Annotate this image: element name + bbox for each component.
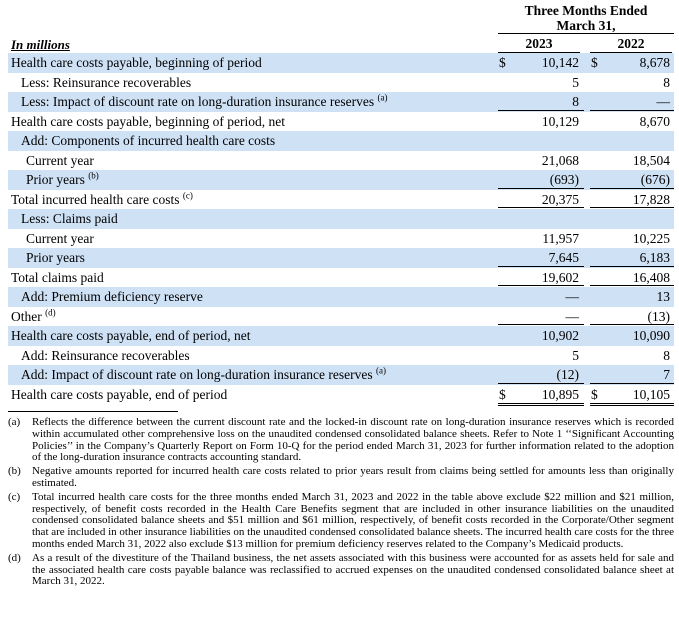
value-2023: 10,895 [541, 386, 579, 402]
footnote-marker: (d) [8, 551, 21, 564]
period-title-line2: March 31, [556, 18, 616, 33]
units-label: In millions [11, 37, 70, 52]
table-row [8, 365, 674, 385]
subtotal-underline [498, 110, 584, 111]
row-label-text: Add: Impact of discount rate on long-duration insurance reserves [21, 367, 373, 382]
value-2022: 10,090 [632, 328, 670, 343]
row-label-text: Total claims paid [11, 269, 104, 285]
row-label-text: Add: Premium deficiency reserve [21, 289, 203, 304]
subtotal-underline [590, 188, 674, 189]
value-2023: 8 [572, 94, 579, 109]
row-label [11, 387, 227, 403]
footnote [8, 553, 674, 588]
health-care-costs-table [8, 53, 674, 404]
period-title-line1: Three Months Ended [524, 3, 648, 18]
table-row [8, 170, 674, 190]
value-2022: 8,678 [639, 55, 670, 70]
value-2023: 10,902 [541, 328, 579, 343]
table-row [8, 346, 674, 366]
row-label [26, 250, 85, 266]
row-label [11, 114, 285, 130]
value-2023: 11,957 [542, 230, 579, 246]
value-2023: 10,142 [541, 55, 579, 70]
currency-symbol: $ [499, 55, 506, 70]
value-2023: (693) [549, 172, 579, 187]
table-row [8, 151, 674, 171]
value-2022: — [656, 94, 670, 109]
table-row [8, 190, 674, 210]
footnote-ref: (d) [45, 307, 56, 317]
value-2023: 5 [572, 347, 579, 363]
row-label [11, 192, 193, 208]
table-row [8, 92, 674, 112]
subtotal-underline [498, 324, 584, 325]
row-label-text: Current year [26, 230, 94, 246]
row-label-text: Less: Claims paid [21, 211, 118, 226]
value-2022: 7 [663, 367, 670, 382]
value-2022: 16,408 [632, 269, 670, 285]
row-label-text: Total incurred health care costs [11, 191, 180, 207]
row-label-text: Health care costs payable, end of period, net [11, 328, 251, 343]
row-label-text: Prior years [26, 172, 85, 187]
footnote [8, 492, 674, 551]
row-label-text: Add: Components of incurred health care costs [21, 133, 276, 148]
table-row [8, 268, 674, 288]
value-2022: (676) [640, 172, 670, 187]
subtotal-underline [498, 207, 584, 208]
year-2022-header: 2022 [617, 36, 645, 51]
row-label-text: Other [11, 308, 42, 324]
footnote-ref: (b) [88, 170, 99, 181]
row-label-text: Current year [26, 152, 94, 168]
value-2023: 19,602 [541, 269, 579, 285]
value-2022: 8 [663, 347, 670, 363]
row-label [21, 289, 203, 305]
row-label [11, 55, 262, 71]
footnote-text: Reflects the difference between the current discount rate and the locked-in discount rate on long-duration insurance reserves which is recorded within accumulated other comprehensive loss on the unaudited condensed consolidated balance sheets. Refer to Note 1 ‘‘Significant Accounting Policies’’ in the Company’s Quarterly Report on Form 10-Q for the period ended March 31, 2023 for further information related to the adoption of the long-duration insurance contracts accounting standard. [32, 416, 674, 464]
row-label [21, 94, 388, 110]
subtotal-underline [590, 207, 674, 208]
row-label [21, 75, 191, 91]
currency-symbol: $ [591, 55, 598, 70]
footnote-text: As a result of the divestiture of the Thailand business, the net assets associated with this business were accounted for as assets held for sale and the associated health care costs payable balance was reclassified to accrued expenses on the unaudited condensed consolidated balance sheet at March 31, 2022. [32, 551, 674, 588]
footnote-ref: (a) [376, 365, 387, 376]
row-label [21, 367, 386, 383]
total-double-underline [590, 403, 674, 406]
row-label [11, 270, 104, 286]
subtotal-underline [498, 285, 584, 286]
footnote-marker: (b) [8, 465, 21, 478]
subtotal-underline [498, 383, 584, 384]
table-row [8, 53, 674, 73]
value-2023: 7,645 [548, 250, 579, 265]
row-label-text: Prior years [26, 250, 85, 265]
table-row [8, 326, 674, 346]
currency-symbol: $ [591, 386, 598, 402]
row-label [26, 172, 99, 188]
footnote [8, 417, 674, 464]
value-2022: 8,670 [639, 113, 670, 129]
row-label [26, 231, 94, 247]
period-title [498, 3, 674, 33]
value-2022: 10,105 [632, 386, 670, 402]
subtotal-underline [590, 266, 674, 267]
row-label-text: Less: Reinsurance recoverables [21, 74, 192, 90]
footnote-text: Negative amounts reported for incurred health care costs related to prior years result from claims being settled for amounts less than originally estimated. [32, 465, 674, 489]
table-row [8, 385, 674, 405]
value-2022: 6,183 [639, 250, 670, 265]
row-label [21, 211, 118, 227]
total-double-underline [498, 403, 584, 406]
value-2022: 13 [656, 289, 670, 304]
row-label-text: Add: Reinsurance recoverables [21, 347, 190, 363]
subtotal-underline [498, 188, 584, 189]
table-row [8, 131, 674, 151]
footnote-rule [8, 411, 178, 412]
value-2023: — [565, 308, 579, 324]
table-row [8, 112, 674, 132]
currency-symbol: $ [499, 386, 506, 402]
value-2022: 18,504 [632, 152, 670, 168]
row-label [11, 309, 56, 325]
row-label-text: Health care costs payable, end of period [11, 386, 228, 402]
row-label-text: Health care costs payable, beginning of period, net [11, 113, 286, 129]
table-row [8, 307, 674, 327]
subtotal-underline [590, 324, 674, 325]
footnote-text: Total incurred health care costs for the three months ended March 31, 2023 and 2022 in the table above exclude $22 million and $21 million, respectively, of benefit costs recorded in the Health Care Benefits segment that are included in other insurance liabilities on the unaudited condensed consolidated balance sheets and $51 million and $61 million, respectively, of benefit costs recorded in the Corporate/Other segment that are included in other insurance liabilities on the unaudited condensed consolidated balance sheets. The incurred health care costs for the three months ended March 31, 2022 also exclude $13 million for premium deficiency reserves related to the Company’s Medicaid products. [32, 490, 674, 550]
value-2023: — [565, 289, 579, 304]
footnote-ref: (c) [182, 190, 193, 200]
table-row [8, 248, 674, 268]
row-label-text: Health care costs payable, beginning of period [11, 55, 262, 70]
row-label [11, 328, 251, 344]
footnote-ref: (a) [377, 92, 388, 103]
row-label-text: Less: Impact of discount rate on long-duration insurance reserves [21, 94, 375, 109]
value-2022: 8 [663, 74, 670, 90]
subtotal-underline [590, 383, 674, 384]
footnote [8, 466, 674, 490]
value-2022: 10,225 [632, 230, 670, 246]
value-2023: (12) [556, 367, 579, 382]
subtotal-underline [590, 110, 674, 111]
row-label [21, 133, 275, 149]
value-2022: (13) [647, 308, 670, 324]
table-row [8, 287, 674, 307]
value-2023: 20,375 [541, 191, 579, 207]
period-header-rule [498, 33, 674, 34]
footnotes [8, 417, 674, 590]
table-row [8, 229, 674, 249]
table-row [8, 209, 674, 229]
value-2022: 17,828 [632, 191, 670, 207]
footnote-marker: (a) [8, 416, 21, 428]
value-2023: 10,129 [541, 113, 579, 129]
value-2023: 21,068 [541, 152, 579, 168]
row-label [26, 153, 94, 169]
value-2023: 5 [572, 74, 579, 90]
row-label [21, 348, 190, 364]
year-2023-header: 2023 [525, 36, 553, 51]
table-row [8, 73, 674, 93]
subtotal-underline [498, 266, 584, 267]
footnote-marker: (c) [8, 490, 21, 503]
subtotal-underline [590, 285, 674, 286]
